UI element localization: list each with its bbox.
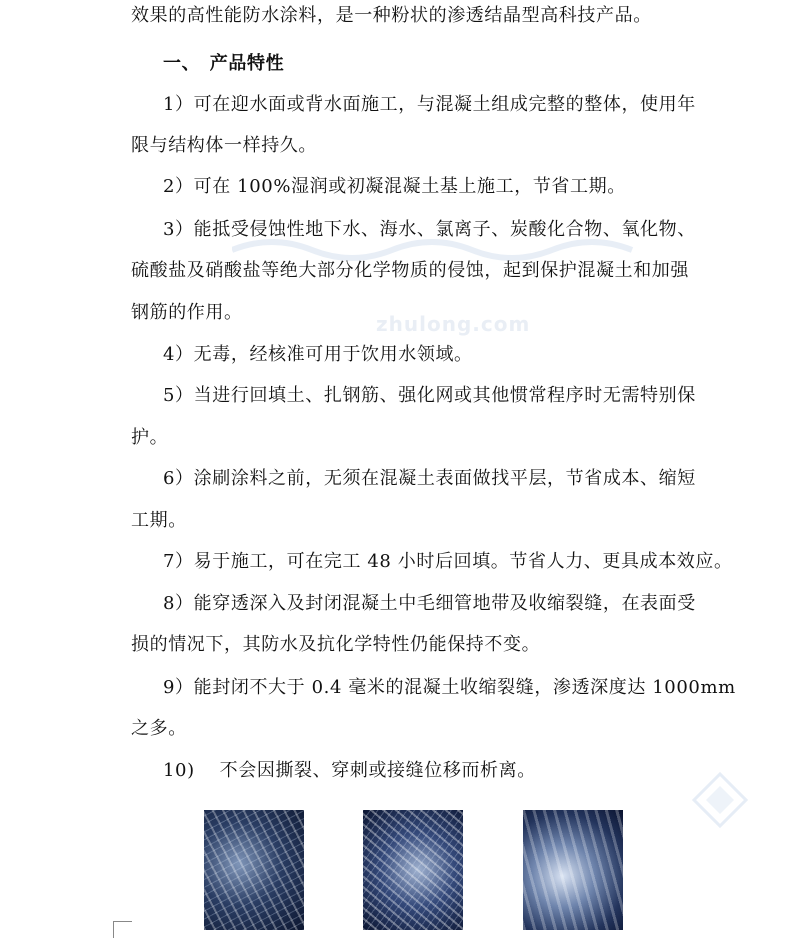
item-1-line-1: 1）可在迎水面或背水面施工，与混凝土组成完整的整体，使用年	[163, 94, 696, 115]
item-8-line-2: 损的情况下，其防水及抗化学特性仍能保持不变。	[131, 634, 541, 655]
item-1-line-2: 限与结构体一样持久。	[131, 135, 317, 156]
item-2-line-1: 2）可在 100%湿润或初凝混凝土基上施工，节省工期。	[163, 176, 626, 197]
watermark: zhulong.com	[376, 312, 531, 336]
item-9-line-1: 9）能封闭不大于 0.4 毫米的混凝土收缩裂缝，渗透深度达 1000mm	[163, 677, 736, 698]
crystal-photo-3	[523, 810, 623, 930]
crystal-photo-1	[204, 810, 304, 930]
item-9-line-2: 之多。	[131, 718, 187, 739]
item-5-line-2: 护。	[131, 427, 169, 448]
item-7-line-1: 7）易于施工，可在完工 48 小时后回填。节省人力、更具成本效应。	[163, 551, 733, 572]
section-heading: 一、 产品特性	[163, 53, 285, 74]
watermark-logo-icon	[690, 770, 750, 830]
item-8-line-1: 8）能穿透深入及封闭混凝土中毛细管地带及收缩裂缝，在表面受	[163, 593, 696, 614]
crystal-photo-2	[363, 810, 463, 930]
item-3-line-3: 钢筋的作用。	[131, 302, 243, 323]
item-5-line-1: 5）当进行回填土、扎钢筋、强化网或其他惯常程序时无需特别保	[163, 385, 696, 406]
item-10-line-1: 10) 不会因撕裂、穿刺或接缝位移而析离。	[163, 760, 536, 781]
page-corner-mark	[113, 921, 132, 938]
item-6-line-2: 工期。	[131, 510, 187, 531]
item-3-line-1: 3）能抵受侵蚀性地下水、海水、氯离子、炭酸化合物、氧化物、	[163, 219, 696, 240]
item-3-line-2: 硫酸盐及硝酸盐等绝大部分化学物质的侵蚀，起到保护混凝土和加强	[131, 260, 689, 281]
item-6-line-1: 6）涂刷涂料之前，无须在混凝土表面做找平层，节省成本、缩短	[163, 468, 696, 489]
item-4-line-1: 4）无毒，经核准可用于饮用水领域。	[163, 344, 473, 365]
intro-line: 效果的高性能防水涂料，是一种粉状的渗透结晶型高科技产品。	[131, 5, 652, 26]
